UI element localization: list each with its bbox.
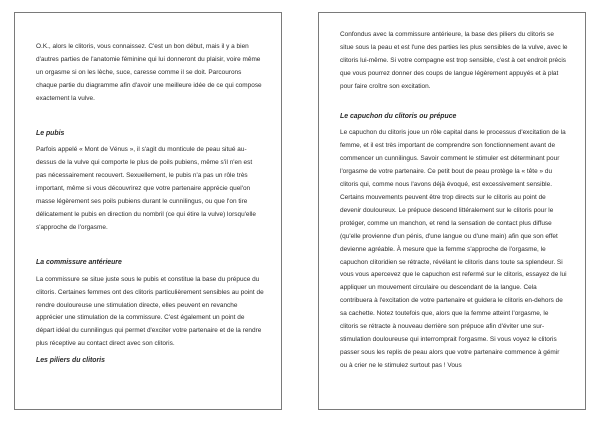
section-heading-pubis: Le pubis	[36, 129, 65, 137]
right-page	[318, 12, 586, 410]
commissure-paragraph: La commissure se situe juste sous le pubis et constitue la base du prépuce du clitoris. Certaines femmes ont des clitoris particulièrement sensibles au point de rendre douloureuse une stimulation directe, elles peuvent en revanche apprécier une stimulation de la commissure. C'est également un point de départ idéal du cunnilingus qui permet d'exciter votre partenaire et de la rendre plus réceptive au contact direct avec son clitoris.	[36, 275, 264, 348]
section-heading-commissure: La commissure antérieure	[36, 258, 122, 266]
section-heading-piliers: Les piliers du clitoris	[36, 357, 105, 365]
capuchon-paragraph: Le capuchon du clitoris joue un rôle capital dans le processus d'excitation de la femme, et il est très important de comprendre son fonctionnement avant de commencer un cunnilingus. Savoir comment le stimuler est déterminant pour l'orgasme de votre partenaire. Ce petit bout de peau protège la « tête » du clitoris qui, comme nous l'avons déjà évoqué, est excessivement sensible. Certains mouvements peuvent être trop directs sur le clitoris au point de devenir douloureux. Le prépuce descend littéralement sur le clitoris pour le protéger, comme un manchon, et rend la sensation de contact plus diffuse (qu'elle provienne d'un pénis, d'une langue ou d'une main) afin que son effet devienne agréable. À mesure que la femme s'approche de l'orgasme, le capuchon clitoridien se rétracte, révélant le clitoris dans toute sa splendeur. Si vous vous apercevez que le capuchon est refermé sur le clitoris, essayez de lui appliquer un mouvement circulaire ou descendant de la langue. Cela contribuera à l'excitation de votre partenaire et guidera le clitoris en-dehors de sa cachette. Notez toutefois que, alors que la femme atteint l'orgasme, le clitoris se rétracte à nouveau derrière son prépuce afin d'éviter une sur-stimulation douloureuse qui interromprait l'orgasme. Si vous voyez le clitoris passer sous les replis de peau alors que votre partenaire commence à gémir ou à crier ne le stimulez surtout pas ! Vous	[340, 129, 567, 369]
section-heading-capuchon: Le capuchon du clitoris ou prépuce	[340, 112, 457, 120]
left-page-content	[36, 41, 264, 368]
right-page-content	[340, 29, 568, 373]
pubis-paragraph: Parfois appelé « Mont de Vénus », il s'agit du monticule de peau situé au-dessus de la vulve qui comporte le plus de poils pubiens, même s'il n'en est pas nécessairement recouvert. Sexuellement, le pubis n'a pas un rôle très important, même si vous découvrirez que votre partenaire apprécie quel'on masse légèrement ses poils pubiens durant le cunnilingus, ou que l'on tire délicatement le pubis en direction du nombril (ce qui étire la vulve) lorsqu'elle s'approche de l'orgasme.	[36, 146, 256, 231]
intro-paragraph: O.K., alors le clitoris, vous connaissez. C'est un bon début, mais il y a bien d'autres parties de l'anatomie féminine qui lui donneront du plaisir, voire même un orgasme si on les lèche, suce, caresse comme il se doit. Parcourons chaque partie du diagramme afin d'avoir une meilleure idée de ce qui compose exactement la vulve.	[36, 43, 262, 102]
left-page	[14, 12, 282, 410]
piliers-paragraph: Confondus avec la commissure antérieure, la base des piliers du clitoris se situe sous la peau et est l'une des parties les plus sensibles de la vulve, avec le clitoris lui-même. Si votre compagne est trop sensible, c'est à cet endroit précis que vous pourrez donner des coups de langue légèrement appuyés et à plat pour faire croître son excitation.	[340, 31, 568, 90]
